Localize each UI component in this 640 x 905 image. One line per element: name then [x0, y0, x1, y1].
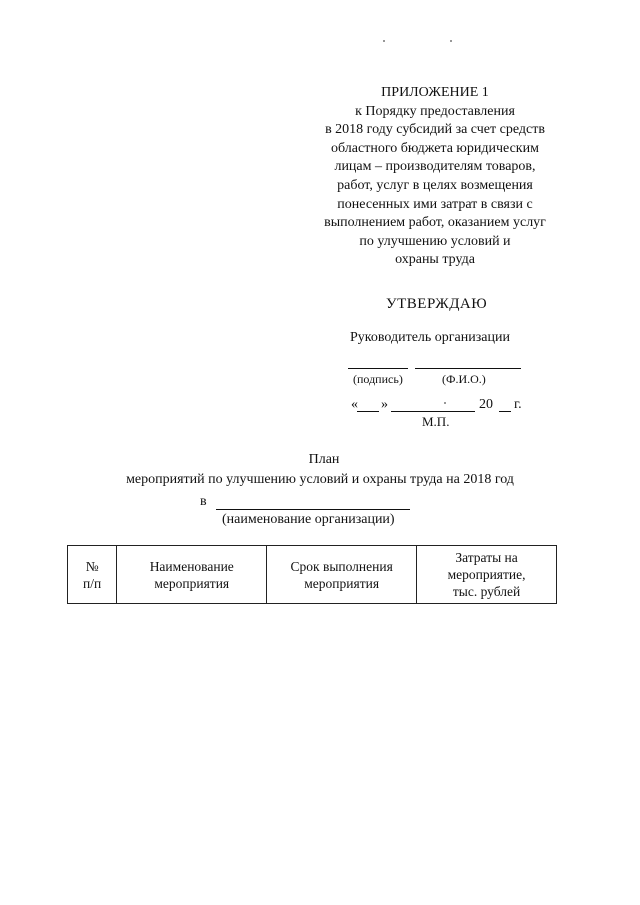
header-deadline: Срок выполнения мероприятия: [267, 546, 417, 604]
appendix-line: ПРИЛОЖЕНИЕ 1: [381, 85, 489, 100]
scan-speck: [450, 40, 452, 42]
month-blank: [391, 411, 475, 412]
seal-label: М.П.: [422, 414, 450, 429]
appendix-line: по улучшению условий и: [359, 233, 511, 249]
header-activity-name: Наименование мероприятия: [117, 546, 267, 604]
day-blank: [357, 411, 379, 412]
appendix-line: охраны труда: [395, 252, 475, 268]
header-number: № п/п: [68, 546, 117, 604]
signature-line: [348, 368, 408, 369]
appendix-line: понесенных ими затрат в связи с: [337, 196, 533, 212]
appendix-line: в 2018 году субсидий за счет средств: [325, 122, 545, 138]
date-open-quote: «: [351, 397, 358, 412]
date-close-quote: »: [381, 397, 388, 412]
scan-speck: [383, 40, 385, 42]
signature-label: (подпись): [353, 372, 403, 386]
approval-role: Руководитель организации: [350, 330, 510, 345]
table-header-row: [68, 546, 557, 604]
organization-blank: [216, 509, 410, 510]
appendix-line: к Порядку предоставления: [355, 103, 515, 119]
appendix-line: выполнением работ, оказанием услуг: [324, 215, 546, 231]
plan-table: [67, 545, 557, 604]
name-line: [415, 368, 521, 369]
appendix-line: лицам – производителям товаров,: [334, 159, 536, 175]
name-label: (Ф.И.О.): [442, 372, 486, 386]
organization-prefix: в: [200, 494, 207, 509]
year-suffix: г.: [514, 397, 522, 412]
appendix-header: [300, 84, 570, 270]
organization-caption: (наименование организации): [222, 512, 395, 527]
header-costs: Затраты на мероприятие, тыс. рублей: [417, 546, 557, 604]
plan-subtitle: мероприятий по улучшению условий и охраны труда на 2018 год: [126, 472, 514, 487]
appendix-line: областного бюджета юридическим: [331, 140, 539, 156]
year-blank: [499, 411, 511, 412]
signature-block: [347, 362, 525, 442]
year-prefix: 20: [479, 397, 493, 412]
organization-row: [200, 494, 420, 534]
approval-title: УТВЕРЖДАЮ: [386, 296, 488, 312]
plan-title: План: [308, 452, 340, 467]
appendix-line: работ, услуг в целях возмещения: [337, 177, 533, 193]
